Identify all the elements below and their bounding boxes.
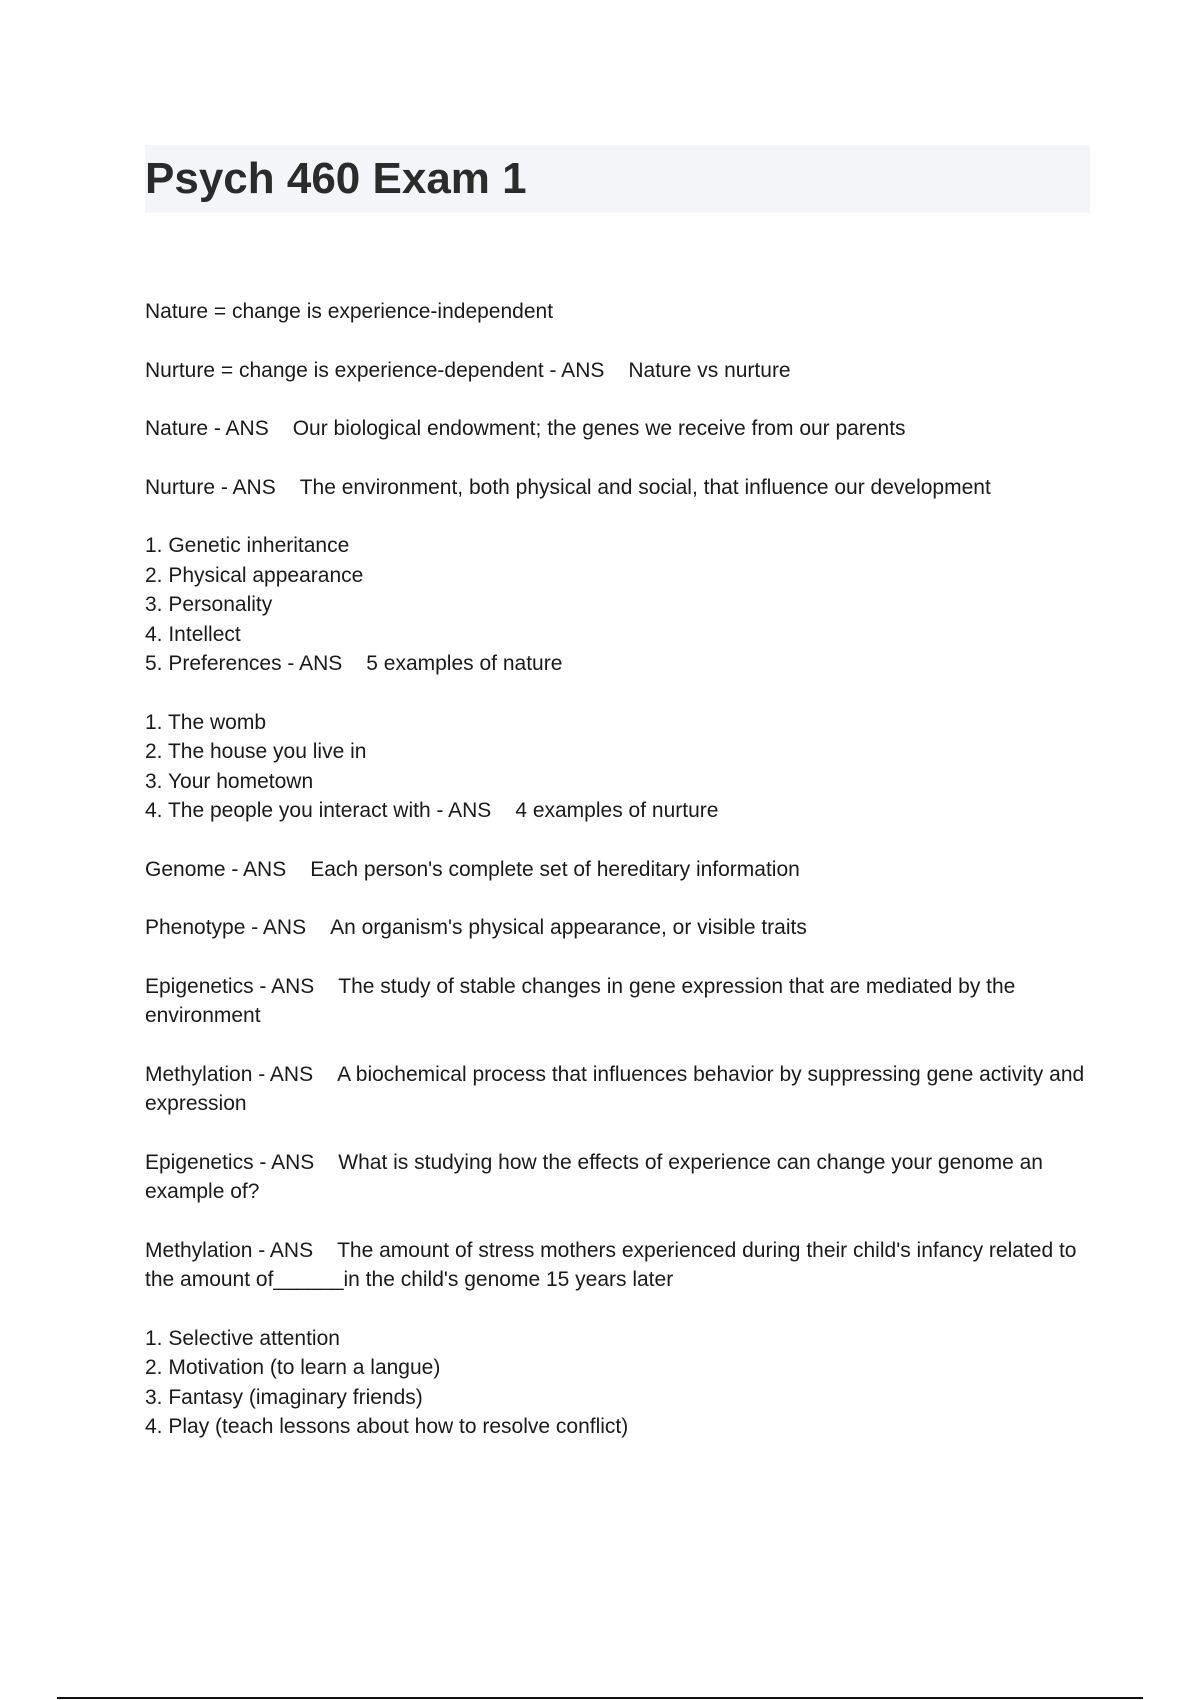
card-list-item: 2. Physical appearance [145, 563, 364, 587]
card-answer: The amount of stress mothers experienced during their child's infancy related to the amount of______in the child's genome 15 years later [145, 1238, 1077, 1291]
flashcard [145, 1236, 1090, 1295]
card-term: Nature - ANS [145, 417, 269, 440]
card-term: Nurture = change is experience-dependent - ANS [145, 358, 605, 382]
card-term: Nature = change is experience-independent [145, 300, 554, 323]
flashcard [145, 297, 1090, 327]
card-list-item: 4. Play (teach lessons about how to resolve conflict) [145, 1415, 629, 1438]
card-list-item: 4. Intellect [145, 622, 241, 646]
page-title: Psych 460 Exam 1 [145, 154, 527, 203]
card-list-item: 1. Selective attention [145, 1326, 340, 1350]
card-list-item: 2. The house you live in [145, 740, 367, 763]
card-answer: 5 examples of nature [366, 652, 563, 675]
card-answer: What is studying how the effects of experience can change your genome an example of? [145, 1150, 1043, 1203]
card-term: Epigenetics - ANS [145, 1150, 315, 1174]
flashcard [145, 708, 1090, 826]
card-term: Nurture - ANS [145, 475, 276, 499]
flashcard [145, 913, 1090, 943]
title-banner [145, 145, 1090, 213]
card-answer: 4 examples of nurture [515, 799, 719, 822]
flashcard [145, 1060, 1090, 1119]
card-list-item: 3. Fantasy (imaginary friends) [145, 1385, 423, 1409]
card-answer: Each person's complete set of hereditary information [310, 857, 800, 881]
card-list-item: 2. Motivation (to learn a langue) [145, 1356, 441, 1379]
flashcard [145, 1148, 1090, 1207]
page-bottom-rule [57, 1697, 1143, 1699]
flashcard [145, 1324, 1090, 1442]
flashcard-list [145, 297, 1090, 1471]
card-answer: Nature vs nurture [628, 358, 791, 382]
flashcard [145, 972, 1090, 1031]
card-answer: An organism's physical appearance, or visible traits [330, 916, 807, 939]
card-answer: The environment, both physical and social, that influence our development [299, 475, 991, 499]
card-list-item: 1. The womb [145, 710, 267, 734]
flashcard [145, 855, 1090, 885]
card-answer: Our biological endowment; the genes we receive from our parents [292, 417, 906, 440]
card-term: Methylation - ANS [145, 1238, 314, 1262]
flashcard [145, 531, 1090, 679]
card-list-item: 5. Preferences - ANS [145, 652, 343, 675]
card-term: Epigenetics - ANS [145, 974, 315, 998]
card-term: Genome - ANS [145, 857, 287, 881]
flashcard [145, 414, 1090, 444]
card-list-item: 1. Genetic inheritance [145, 534, 350, 557]
card-list-item: 3. Your hometown [145, 769, 314, 793]
flashcard [145, 356, 1090, 386]
card-list-item: 3. Personality [145, 593, 273, 616]
flashcard [145, 473, 1090, 503]
card-answer: A biochemical process that influences behavior by suppressing gene activity and expression [145, 1062, 1085, 1115]
card-term: Methylation - ANS [145, 1062, 314, 1086]
card-list-item: 4. The people you interact with - ANS [145, 799, 492, 822]
card-term: Phenotype - ANS [145, 916, 307, 939]
card-answer: The study of stable changes in gene expression that are mediated by the environment [145, 974, 1016, 1027]
